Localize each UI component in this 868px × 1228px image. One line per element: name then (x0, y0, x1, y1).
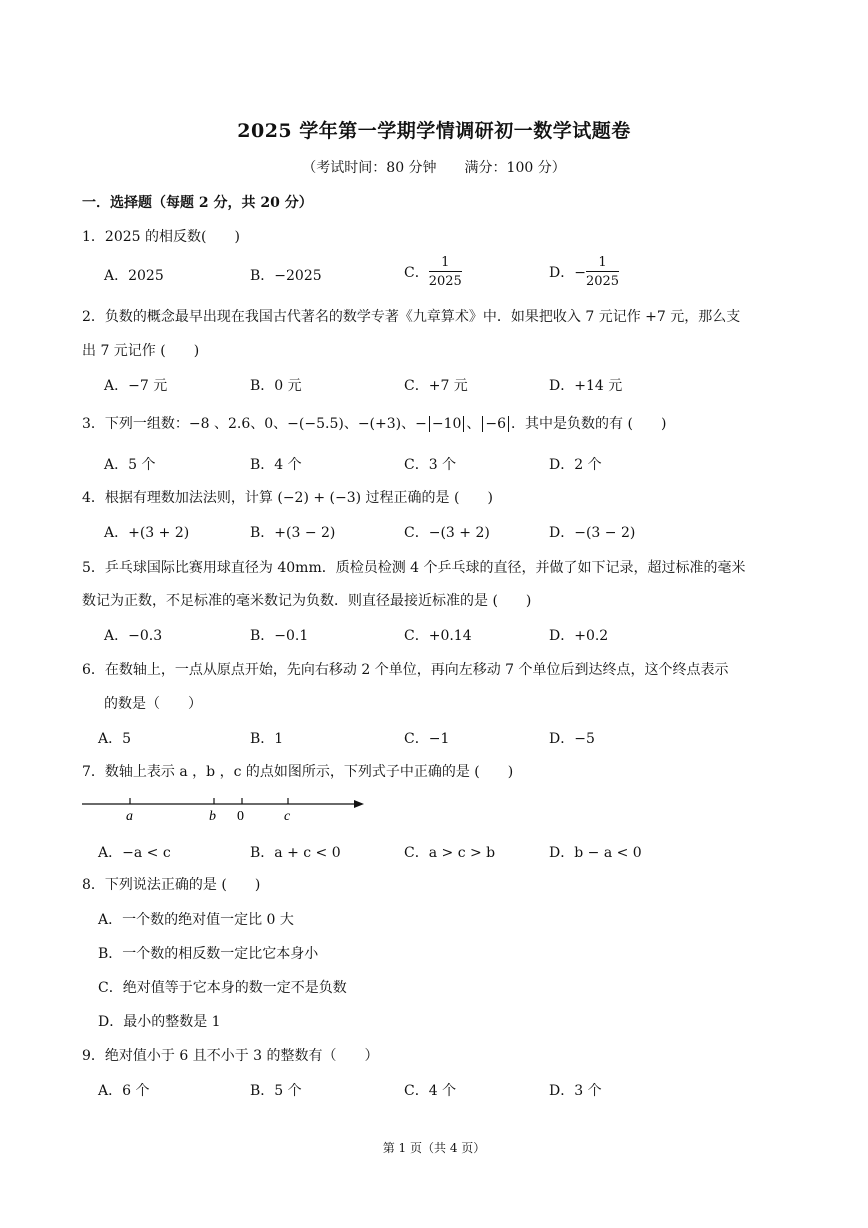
q4-option-c: C．−(3 + 2) (404, 525, 490, 541)
q3-option-d: D．2 个 (549, 457, 602, 473)
abs-bar (482, 416, 483, 432)
label-zero: 0 (237, 809, 244, 824)
abs-bar (429, 416, 430, 432)
question-2-line2: 出 7 元记作 ( ) (82, 343, 200, 359)
q1-option-b: B．−2025 (250, 268, 322, 284)
q7-option-d: D．b − a < 0 (549, 845, 642, 861)
label-c: c (284, 809, 291, 824)
section-heading: 一．选择题（每题 2 分，共 20 分） (82, 195, 313, 211)
exam-subtitle: （考试时间：80 分钟 满分：100 分） (302, 160, 566, 176)
q9-option-c: C．4 个 (404, 1083, 457, 1099)
q8-option-b: B．一个数的相反数一定比它本身小 (98, 946, 319, 962)
q5-option-b: B．−0.1 (250, 628, 309, 644)
q3-text-a: 3．下列一组数：−8 、2.6、0、−(−5.5)、−(+3)、− (82, 416, 427, 432)
q3-abs-value-1: −10 (431, 416, 462, 432)
option-letter: D．− (549, 265, 586, 281)
q1-option-c (404, 256, 462, 288)
q6-option-c: C．−1 (404, 731, 450, 747)
question-6-line1: 6．在数轴上，一点从原点开始，先向右移动 2 个单位，再向左移动 7 个单位后到达终点，这个终点表示 (82, 662, 729, 678)
option-letter: C． (404, 265, 429, 281)
q5-option-d: D．+0.2 (549, 628, 609, 644)
abs-bar (508, 416, 509, 432)
q3-abs-value-2: −6 (485, 416, 507, 432)
page-footer: 第 1 页（共 4 页） (382, 1141, 486, 1155)
q3-text-c: 、 (466, 416, 481, 432)
q2-option-d: D．+14 元 (549, 378, 623, 394)
question-6-line2: 的数是（ ） (104, 696, 202, 712)
abs-bar (463, 416, 464, 432)
numerator: 1 (586, 256, 619, 272)
question-3-stem (82, 413, 666, 433)
q5-option-a: A．−0.3 (104, 628, 163, 644)
q3-option-b: B．4 个 (250, 457, 302, 473)
q1-option-a: A．2025 (104, 268, 164, 284)
q8-option-a: A．一个数的绝对值一定比 0 大 (98, 912, 294, 928)
q2-option-a: A．−7 元 (104, 378, 168, 394)
question-7-stem: 7．数轴上表示 a ，b ，c 的点如图所示，下列式子中正确的是 ( ) (82, 764, 514, 780)
q8-option-d: D．最小的整数是 1 (98, 1014, 221, 1030)
q8-option-c: C．绝对值等于它本身的数一定不是负数 (98, 980, 347, 996)
denominator: 2025 (428, 274, 462, 289)
q1-option-d (549, 256, 619, 288)
q3-option-c: C．3 个 (404, 457, 457, 473)
question-2-line1: 2．负数的概念最早出现在我国古代著名的数学专著《九章算术》中．如果把收入 7 元记作 +7 元，那么支 (82, 309, 741, 325)
q6-option-d: D．−5 (549, 731, 595, 747)
exam-title: 2025 学年第一学期学情调研初一数学试题卷 (237, 120, 631, 142)
q5-option-c: C．+0.14 (404, 628, 472, 644)
label-a: a (126, 809, 133, 824)
question-4-stem: 4．根据有理数加法法则，计算 (−2) + (−3) 过程正确的是 ( ) (82, 490, 493, 506)
q9-option-d: D．3 个 (549, 1083, 602, 1099)
q2-option-c: C．+7 元 (404, 378, 468, 394)
q9-option-a: A．6 个 (98, 1083, 150, 1099)
q4-option-b: B．+(3 − 2) (250, 525, 336, 541)
question-9-stem: 9．绝对值小于 6 且不小于 3 的整数有（ ） (82, 1048, 379, 1064)
denominator: 2025 (585, 274, 620, 289)
q7-option-a: A．−a < c (98, 845, 171, 861)
fraction (586, 256, 619, 288)
question-1-stem: 1．2025 的相反数( ) (82, 229, 240, 245)
question-5-line2: 数记为正数，不足标准的毫米数记为负数．则直径最接近标准的是 ( ) (82, 593, 532, 609)
label-b: b (209, 809, 216, 824)
q7-option-c: C．a > c > b (404, 845, 496, 861)
q4-option-d: D．−(3 − 2) (549, 525, 636, 541)
question-8-stem: 8．下列说法正确的是 ( ) (82, 877, 261, 893)
q7-option-b: B．a + c < 0 (250, 845, 341, 861)
q3-text-e: ．其中是负数的有 ( ) (511, 416, 667, 432)
q3-option-a: A．5 个 (104, 457, 156, 473)
q2-option-b: B．0 元 (250, 378, 302, 394)
arrow-head-icon (354, 800, 364, 808)
q6-option-b: B．1 (250, 731, 284, 747)
number-line-figure (80, 792, 370, 828)
q4-option-a: A．+(3 + 2) (104, 525, 190, 541)
q9-option-b: B．5 个 (250, 1083, 302, 1099)
numerator: 1 (429, 256, 462, 272)
q6-option-a: A．5 (98, 731, 132, 747)
fraction (429, 256, 462, 288)
question-5-line1: 5．乒乓球国际比赛用球直径为 40mm．质检员检测 4 个乒乓球的直径，并做了如下记录，超过标准的毫米 (82, 560, 746, 576)
